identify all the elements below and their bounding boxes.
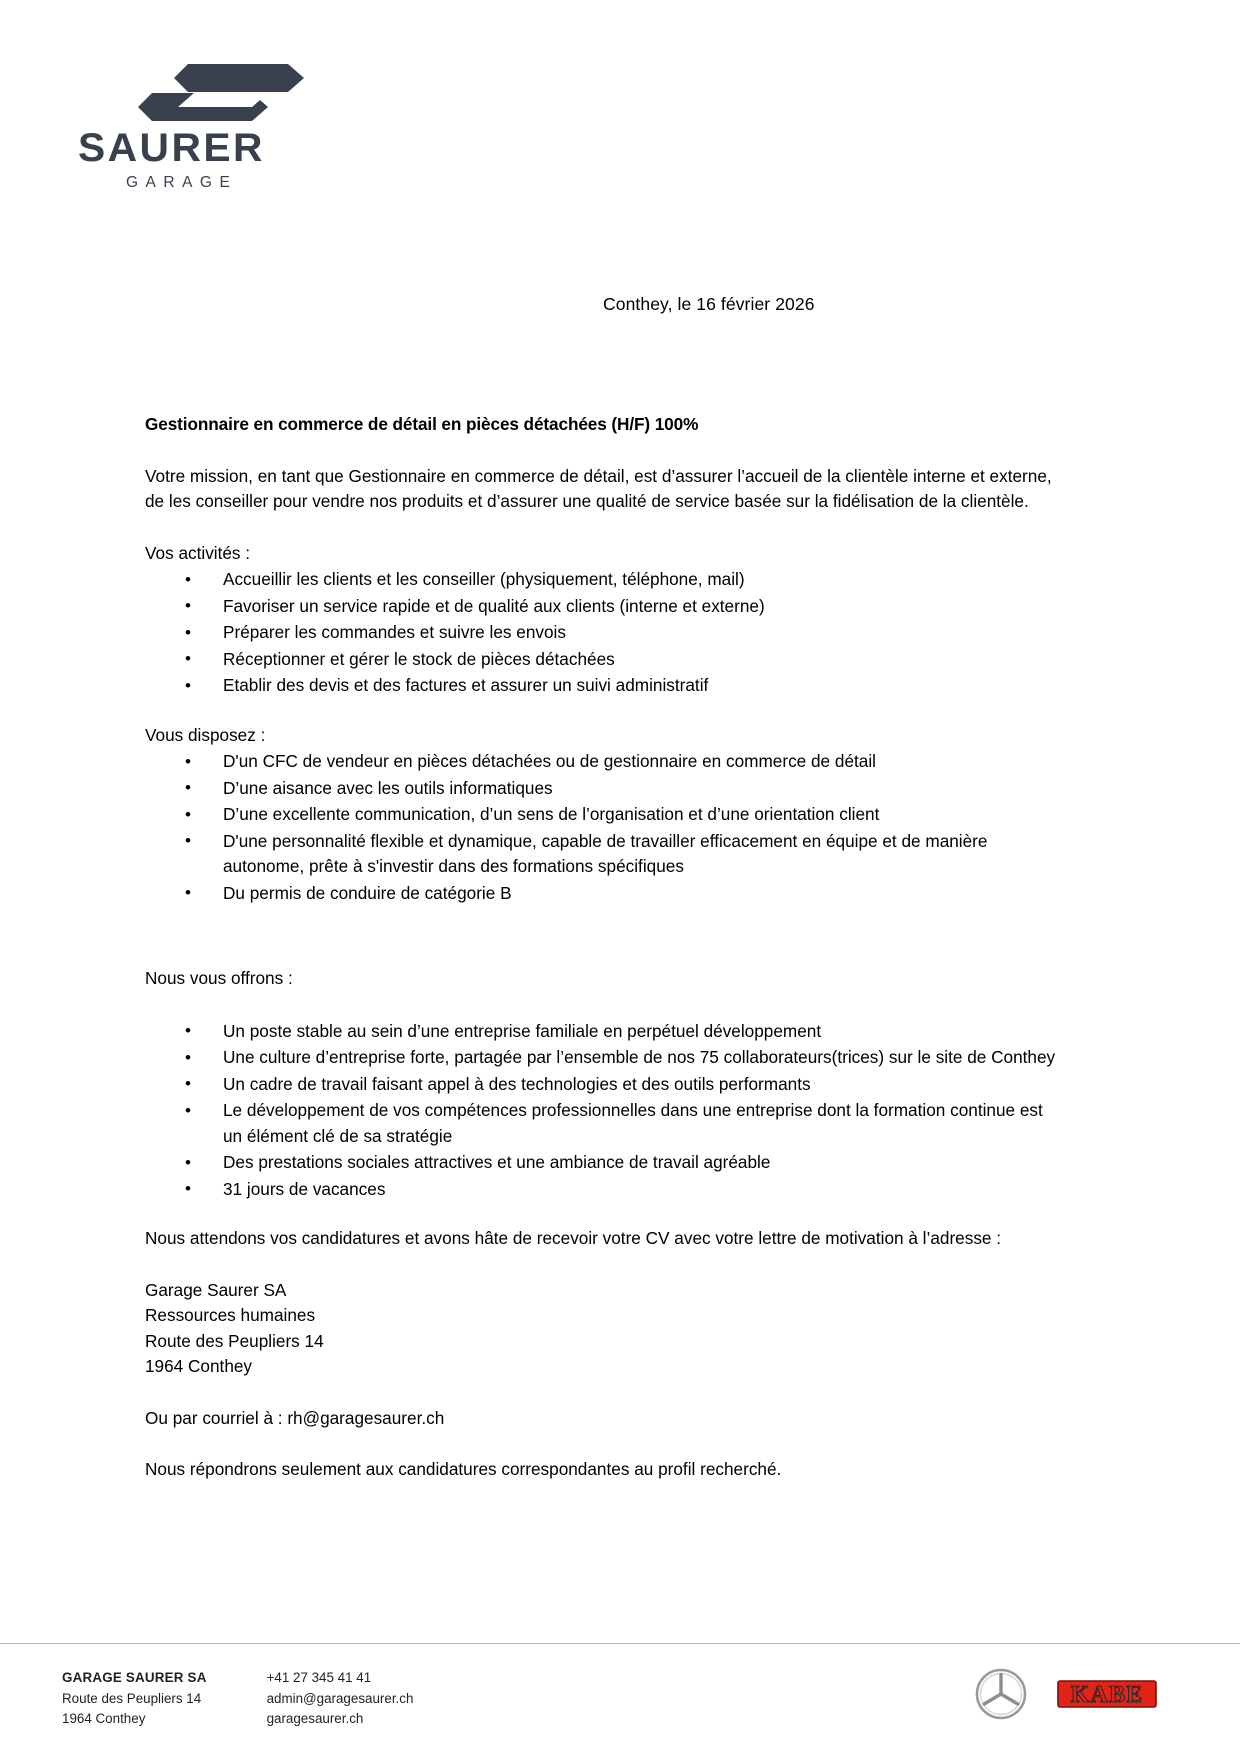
offers-list	[145, 1019, 1057, 1203]
footer-contact	[62, 1668, 413, 1730]
offers-heading: Nous vous offrons :	[145, 968, 293, 988]
email-line: Ou par courriel à : rh@garagesaurer.ch	[145, 1407, 445, 1428]
list-item: • Un poste stable au sein d’une entreprise familiale en perpétuel développement	[145, 1019, 1057, 1045]
list-item: • Préparer les commandes et suivre les envois	[145, 620, 1057, 646]
svg-text:KABE: KABE	[1070, 1682, 1144, 1708]
footer-city: 1964 Conthey	[62, 1711, 146, 1726]
list-item: • Etablir des devis et des factures et assurer un suivi administratif	[145, 673, 1057, 699]
footer-website[interactable]: garagesaurer.ch	[266, 1711, 364, 1726]
saurer-wordmark	[78, 128, 300, 168]
letter-date: Conthey, le 16 février 2026	[603, 294, 815, 314]
activities-list	[145, 567, 1057, 699]
list-item: • Accueillir les clients et les conseiller (physiquement, téléphone, mail)	[145, 567, 1057, 593]
footer-phone: +41 27 345 41 41	[266, 1670, 372, 1685]
list-item: • Des prestations sociales attractives et une ambiance de travail agréable	[145, 1150, 1057, 1176]
list-item: • Une culture d’entreprise forte, partagée par l’ensemble de nos 75 collaborateurs(trices) sur le site de Conthey	[145, 1045, 1057, 1071]
footer-divider	[0, 1643, 1240, 1644]
address-line: Garage Saurer SA	[145, 1279, 287, 1300]
mercedes-benz-star-icon	[975, 1668, 1027, 1720]
list-item: • 31 jours de vacances	[145, 1177, 1057, 1203]
list-item: • D'une personnalité flexible et dynamique, capable de travailler efficacement en équipe et de manière autonome, prête à s'investir dans des formations spécifiques	[145, 829, 1057, 880]
list-item: • Le développement de vos compétences professionnelles dans une entreprise dont la formation continue est un élément clé de sa stratégie	[145, 1098, 1057, 1149]
list-item: • D’une aisance avec les outils informatiques	[145, 776, 1057, 802]
requirements-heading: Vous disposez :	[145, 724, 266, 745]
footer-email[interactable]: admin@garagesaurer.ch	[266, 1690, 414, 1706]
letter-body	[145, 412, 1057, 1483]
saurer-arrow-emblem-icon	[136, 62, 306, 124]
kabe-logo-icon	[1057, 1677, 1157, 1711]
offers-spacer	[145, 993, 1057, 1019]
footer-brand-logos	[975, 1668, 1157, 1720]
address-line: 1964 Conthey	[145, 1356, 253, 1376]
list-item: • Favoriser un service rapide et de qualité aux clients (interne et externe)	[145, 594, 1057, 620]
activities-heading: Vos activités :	[145, 542, 251, 563]
closing-paragraph: Nous attendons vos candidatures et avons hâte de recevoir votre CV avec votre lettre de motivation à l’adresse :	[145, 1228, 1002, 1248]
svg-text:SAURER: SAURER	[78, 128, 265, 168]
job-title: Gestionnaire en commerce de détail en pièces détachées (H/F) 100%	[145, 414, 699, 434]
address-line: Route des Peupliers 14	[145, 1330, 324, 1351]
list-item: • D’une excellente communication, d’un sens de l’organisation et d’une orientation client	[145, 802, 1057, 828]
footer-contact-column	[267, 1668, 414, 1730]
footer-address-column	[62, 1668, 207, 1730]
list-item: • D'un CFC de vendeur en pièces détachées ou de gestionnaire en commerce de détail	[145, 749, 1057, 775]
section-spacer	[145, 930, 1057, 966]
intro-paragraph: Votre mission, en tant que Gestionnaire en commerce de détail, est d’assurer l’accueil de la clientèle interne et externe, de les conseiller pour vendre nos produits et d’assurer une qualité de service basée sur la fidélisation de la clientèle.	[145, 465, 1052, 511]
requirements-list	[145, 749, 1057, 906]
list-item: • Un cadre de travail faisant appel à des technologies et des outils performants	[145, 1072, 1057, 1098]
footer-company-name: GARAGE SAURER SA	[62, 1670, 207, 1685]
address-line: Ressources humaines	[145, 1305, 316, 1325]
list-item: • Réceptionner et gérer le stock de pièces détachées	[145, 647, 1057, 673]
company-logo	[78, 62, 308, 191]
final-note: Nous répondrons seulement aux candidatures correspondantes au profil recherché.	[145, 1459, 782, 1479]
footer-street: Route des Peupliers 14	[62, 1690, 202, 1706]
list-item: • Du permis de conduire de catégorie B	[145, 881, 1057, 907]
saurer-garage-subtitle	[78, 171, 300, 191]
svg-text:GARAGE: GARAGE	[126, 174, 238, 191]
address-spacer	[145, 1380, 1057, 1406]
